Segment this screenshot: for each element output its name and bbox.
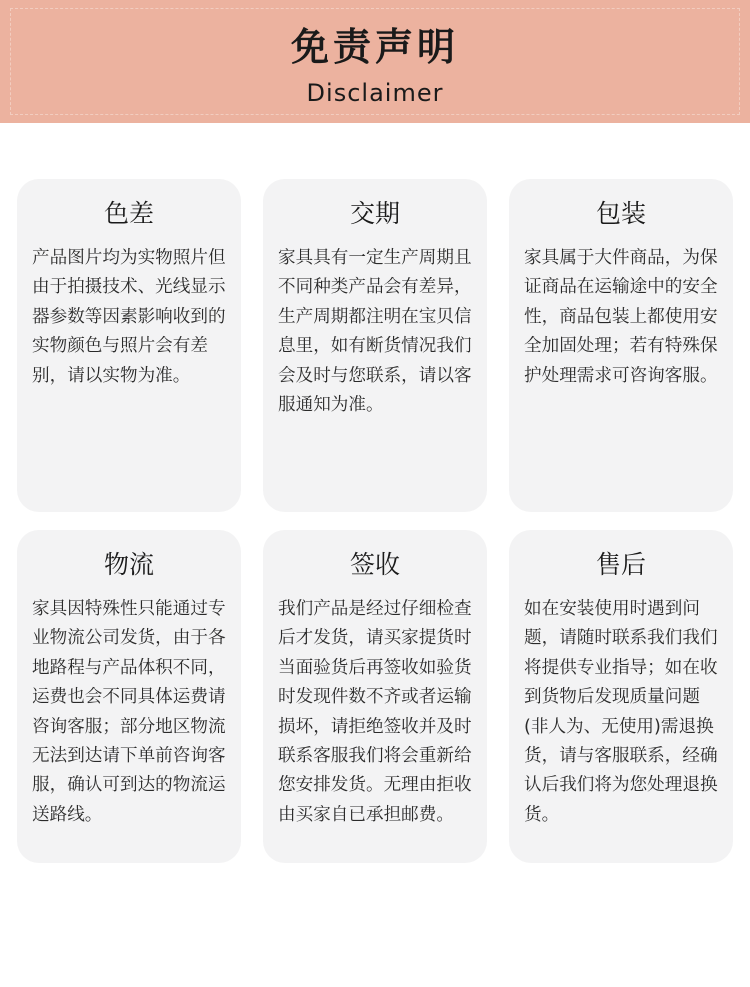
card-text: 产品图片均为实物照片但由于拍摄技术、光线显示器参数等因素影响收到的实物颜色与照片会有差别，请以实物为准。 xyxy=(32,248,226,386)
card-text: 我们产品是经过仔细检查后才发货，请买家提货时当面验货后再签收如验货时发现件数不齐或者运输损坏，请拒绝签收并及时联系客服我们将会重新给您安排发货。无理由拒收由买家自已承担邮费。 xyxy=(278,599,472,825)
card-text: 家具属于大件商品，为保证商品在运输途中的安全性，商品包装上都使用安全加固处理；若有特殊保护处理需求可咨询客服。 xyxy=(524,248,718,386)
card-color-difference xyxy=(17,179,241,512)
card-title: 签收 xyxy=(349,550,400,579)
card-packaging xyxy=(509,179,733,512)
page-title: 免责声明 xyxy=(290,25,459,69)
header-banner xyxy=(0,0,750,123)
card-signing xyxy=(263,530,487,863)
card-logistics xyxy=(17,530,241,863)
card-delivery-time xyxy=(263,179,487,512)
card-title: 色差 xyxy=(103,199,154,228)
card-title: 包装 xyxy=(595,199,646,228)
page-subtitle: Disclaimer xyxy=(306,79,444,107)
card-title: 物流 xyxy=(103,550,154,579)
card-title: 售后 xyxy=(595,550,646,579)
card-title: 交期 xyxy=(349,199,400,228)
card-after-sales xyxy=(509,530,733,863)
card-text: 如在安装使用时遇到问题，请随时联系我们我们将提供专业指导；如在收到货物后发现质量问题(非人为、无使用)需退换货，请与客服联系，经确认后我们将为您处理退换货。 xyxy=(524,599,718,825)
card-text: 家具具有一定生产周期且不同种类产品会有差异，生产周期都注明在宝贝信息里，如有断货情况我们会及时与您联系，请以客服通知为准。 xyxy=(278,248,472,416)
card-text: 家具因特殊性只能通过专业物流公司发货，由于各地路程与产品体积不同，运费也会不同具体运费请咨询客服；部分地区物流无法到达请下单前咨询客服，确认可到达的物流运送路线。 xyxy=(32,599,226,825)
